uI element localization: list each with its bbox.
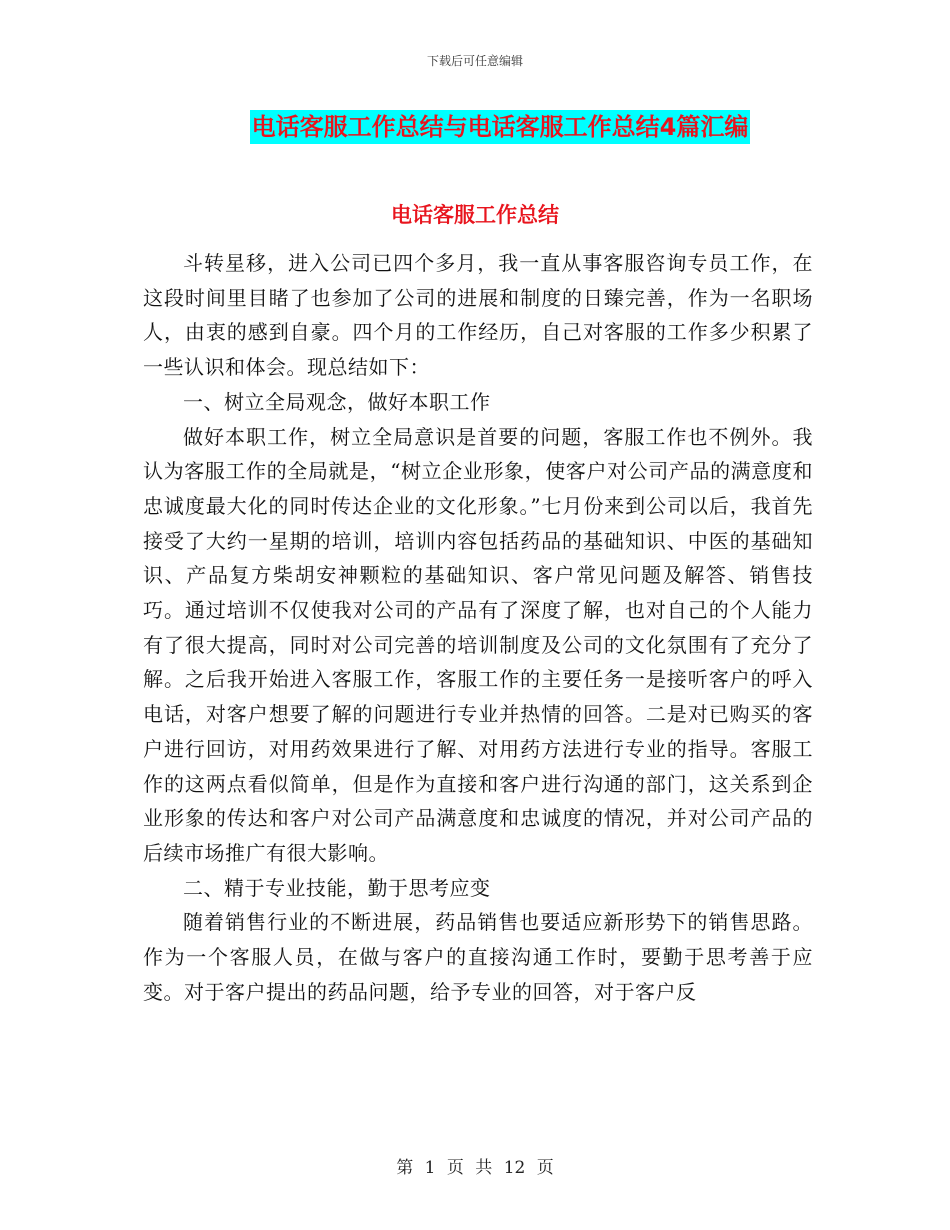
main-title-container — [0, 110, 950, 144]
paragraph-two: 随着销售行业的不断进展，药品销售也要适应新形势下的销售思路。作为一个客服人员，在做与客户的直接沟通工作时，要勤于思考善于应变。对于客户提出的药品问题，给予专业的回答，对于客户反 — [143, 910, 813, 1004]
paragraph-one: 做好本职工作，树立全局意识是首要的问题，客服工作也不例外。我认为客服工作的全局就是，“树立企业形象，使客户对公司产品的满意度和忠诚度最大化的同时传达企业的文化形象。”七月份来到公司以后，我首先接受了大约一星期的培训，培训内容包括药品的基础知识、中医的基础知识、产品复方柴胡安神颗粒的基础知识、客户常见问题及解答、销售技巧。通过培训不仅使我对公司的产品有了深度了解，也对自己的个人能力有了很大提高，同时对公司完善的培训制度及公司的文化氛围有了充分了解。之后我开始进入客服工作，客服工作的主要任务一是接听客户的呼入电话，对客户想要了解的问题进行专业并热情的回答。二是对已购买的客户进行回访，对用药效果进行了解、对用药方法进行专业的指导。客服工作的这两点看似简单，但是作为直接和客户进行沟通的部门，这关系到企业形象的传达和客户对公司产品满意度和忠诚度的情况，并对公司产品的后续市场推广有很大影响。 — [143, 424, 813, 865]
heading-one: 一、树立全局观念，做好本职工作 — [183, 389, 491, 414]
page-number: 第 1 页 共 12 页 — [396, 1158, 554, 1178]
document-body — [143, 246, 813, 1009]
section-title: 电话客服工作总结 — [391, 203, 559, 227]
paragraph-intro: 斗转星移，进入公司已四个多月，我一直从事客服咨询专员工作，在这段时间里目睹了也参加了公司的进展和制度的日臻完善，作为一名职场人，由衷的感到自豪。四个月的工作经历，自己对客服的工作多少积累了一些认识和体会。现总结如下： — [143, 251, 813, 380]
page-header-note: 下载后可任意编辑 — [426, 54, 523, 68]
main-title: 电话客服工作总结与电话客服工作总结4篇汇编 — [250, 110, 751, 144]
heading-two: 二、精于专业技能，勤于思考应变 — [183, 875, 491, 900]
